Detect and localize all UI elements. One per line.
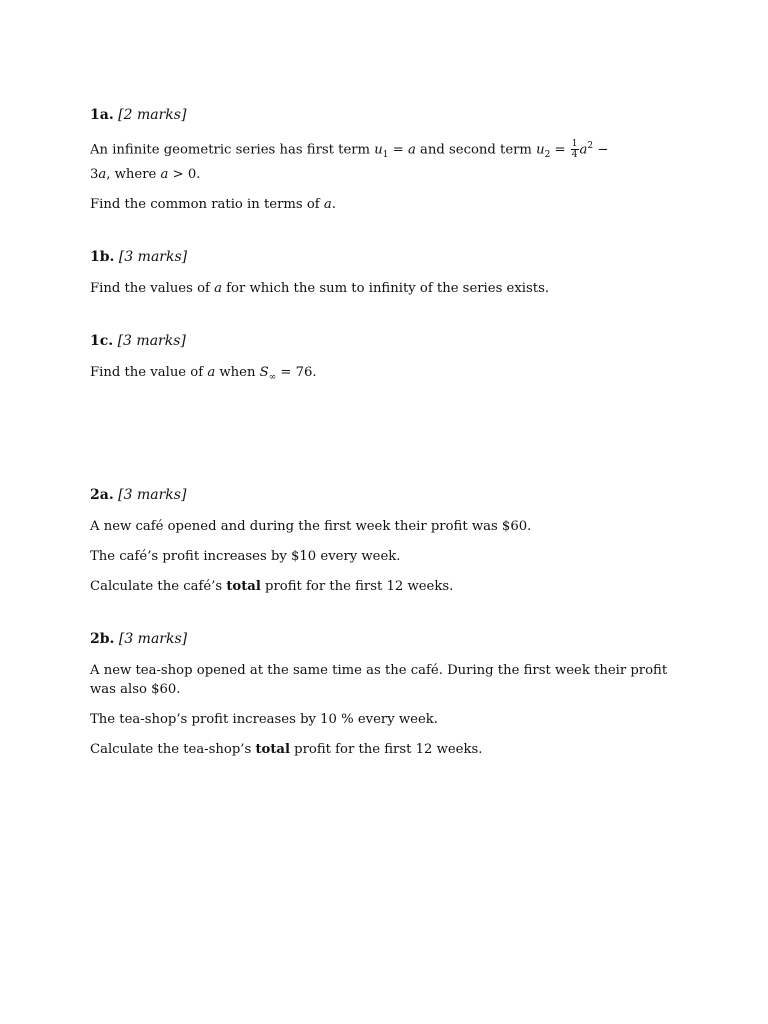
question-text: A new café opened and during the first week their profit was $60. (90, 518, 532, 534)
math-fraction (571, 139, 579, 160)
question-text (90, 363, 690, 388)
question-1c (90, 331, 690, 388)
math-var: a (407, 142, 416, 158)
text-run: for which the sum to infinity of the series exists. (221, 281, 550, 297)
question-text: The café’s profit increases by $10 every week. (90, 548, 401, 564)
text-run: 3 (90, 167, 99, 183)
emphasis-text: total (226, 578, 261, 594)
text-run: , where (106, 167, 161, 183)
text-run: and second term (415, 142, 537, 158)
text-run: profit for the first 12 weeks. (260, 578, 454, 594)
question-number: 2a. (90, 486, 114, 503)
math-op: − (593, 142, 609, 158)
question-text (90, 279, 690, 298)
math-op: = (550, 142, 570, 158)
question-number: 1c. (90, 333, 114, 350)
math-var: a (98, 167, 107, 183)
emphasis-text: total (255, 741, 290, 757)
math-subscript: 1 (382, 150, 389, 161)
text-run: profit for the first 12 weeks. (289, 741, 483, 757)
fraction-numerator: 1 (571, 139, 578, 150)
question-marks: [3 marks] (118, 486, 187, 503)
question-heading (90, 485, 690, 505)
question-marks: [2 marks] (118, 107, 187, 123)
math-var: a (207, 365, 216, 381)
question-text (90, 137, 690, 184)
math-subscript: 2 (544, 150, 551, 161)
question-marks: [3 marks] (118, 249, 188, 266)
math-var: a (160, 167, 169, 183)
question-text: A new tea-shop opened at the same time as the café. During the first week their profit was also $60. (90, 662, 668, 697)
question-2a (90, 485, 690, 596)
question-text: The tea-shop’s profit increases by 10 % every week. (90, 711, 438, 727)
math-var: u (374, 142, 383, 158)
math-var: a (323, 197, 332, 213)
math-var: a (579, 142, 588, 158)
question-1a (90, 105, 690, 214)
text-run: Find the values of (90, 281, 215, 297)
question-2b (90, 629, 690, 759)
text-run: when (215, 365, 260, 381)
question-number: 1a. (90, 107, 114, 123)
question-number: 2b. (90, 630, 115, 647)
text-run: Find the common ratio in terms of (90, 197, 324, 213)
fraction-denominator: 4 (571, 150, 578, 161)
question-marks: [3 marks] (117, 333, 186, 350)
question-heading (90, 247, 690, 267)
math-op: > 0. (168, 167, 201, 183)
text-run: Calculate the café’s (90, 578, 227, 594)
math-var: u (536, 142, 545, 158)
text-run: Calculate the tea-shop’s (90, 741, 256, 757)
question-1b (90, 247, 690, 298)
question-heading (90, 331, 690, 351)
question-text (90, 195, 690, 214)
text-run: Find the value of (90, 365, 208, 381)
math-exponent: 2 (587, 141, 594, 151)
question-number: 1b. (90, 249, 115, 266)
math-var: a (214, 281, 222, 297)
text-run: = 76. (276, 365, 317, 381)
math-subscript: ∞ (268, 372, 277, 383)
question-heading (90, 629, 690, 649)
text-run: An infinite geometric series has first term (90, 142, 375, 158)
question-marks: [3 marks] (118, 630, 188, 647)
text-run: . (331, 197, 336, 213)
question-text (90, 740, 690, 759)
question-heading (90, 105, 690, 125)
worksheet (90, 105, 690, 770)
math-var: S (259, 365, 269, 381)
question-text (90, 577, 690, 596)
math-op: = (388, 142, 408, 158)
